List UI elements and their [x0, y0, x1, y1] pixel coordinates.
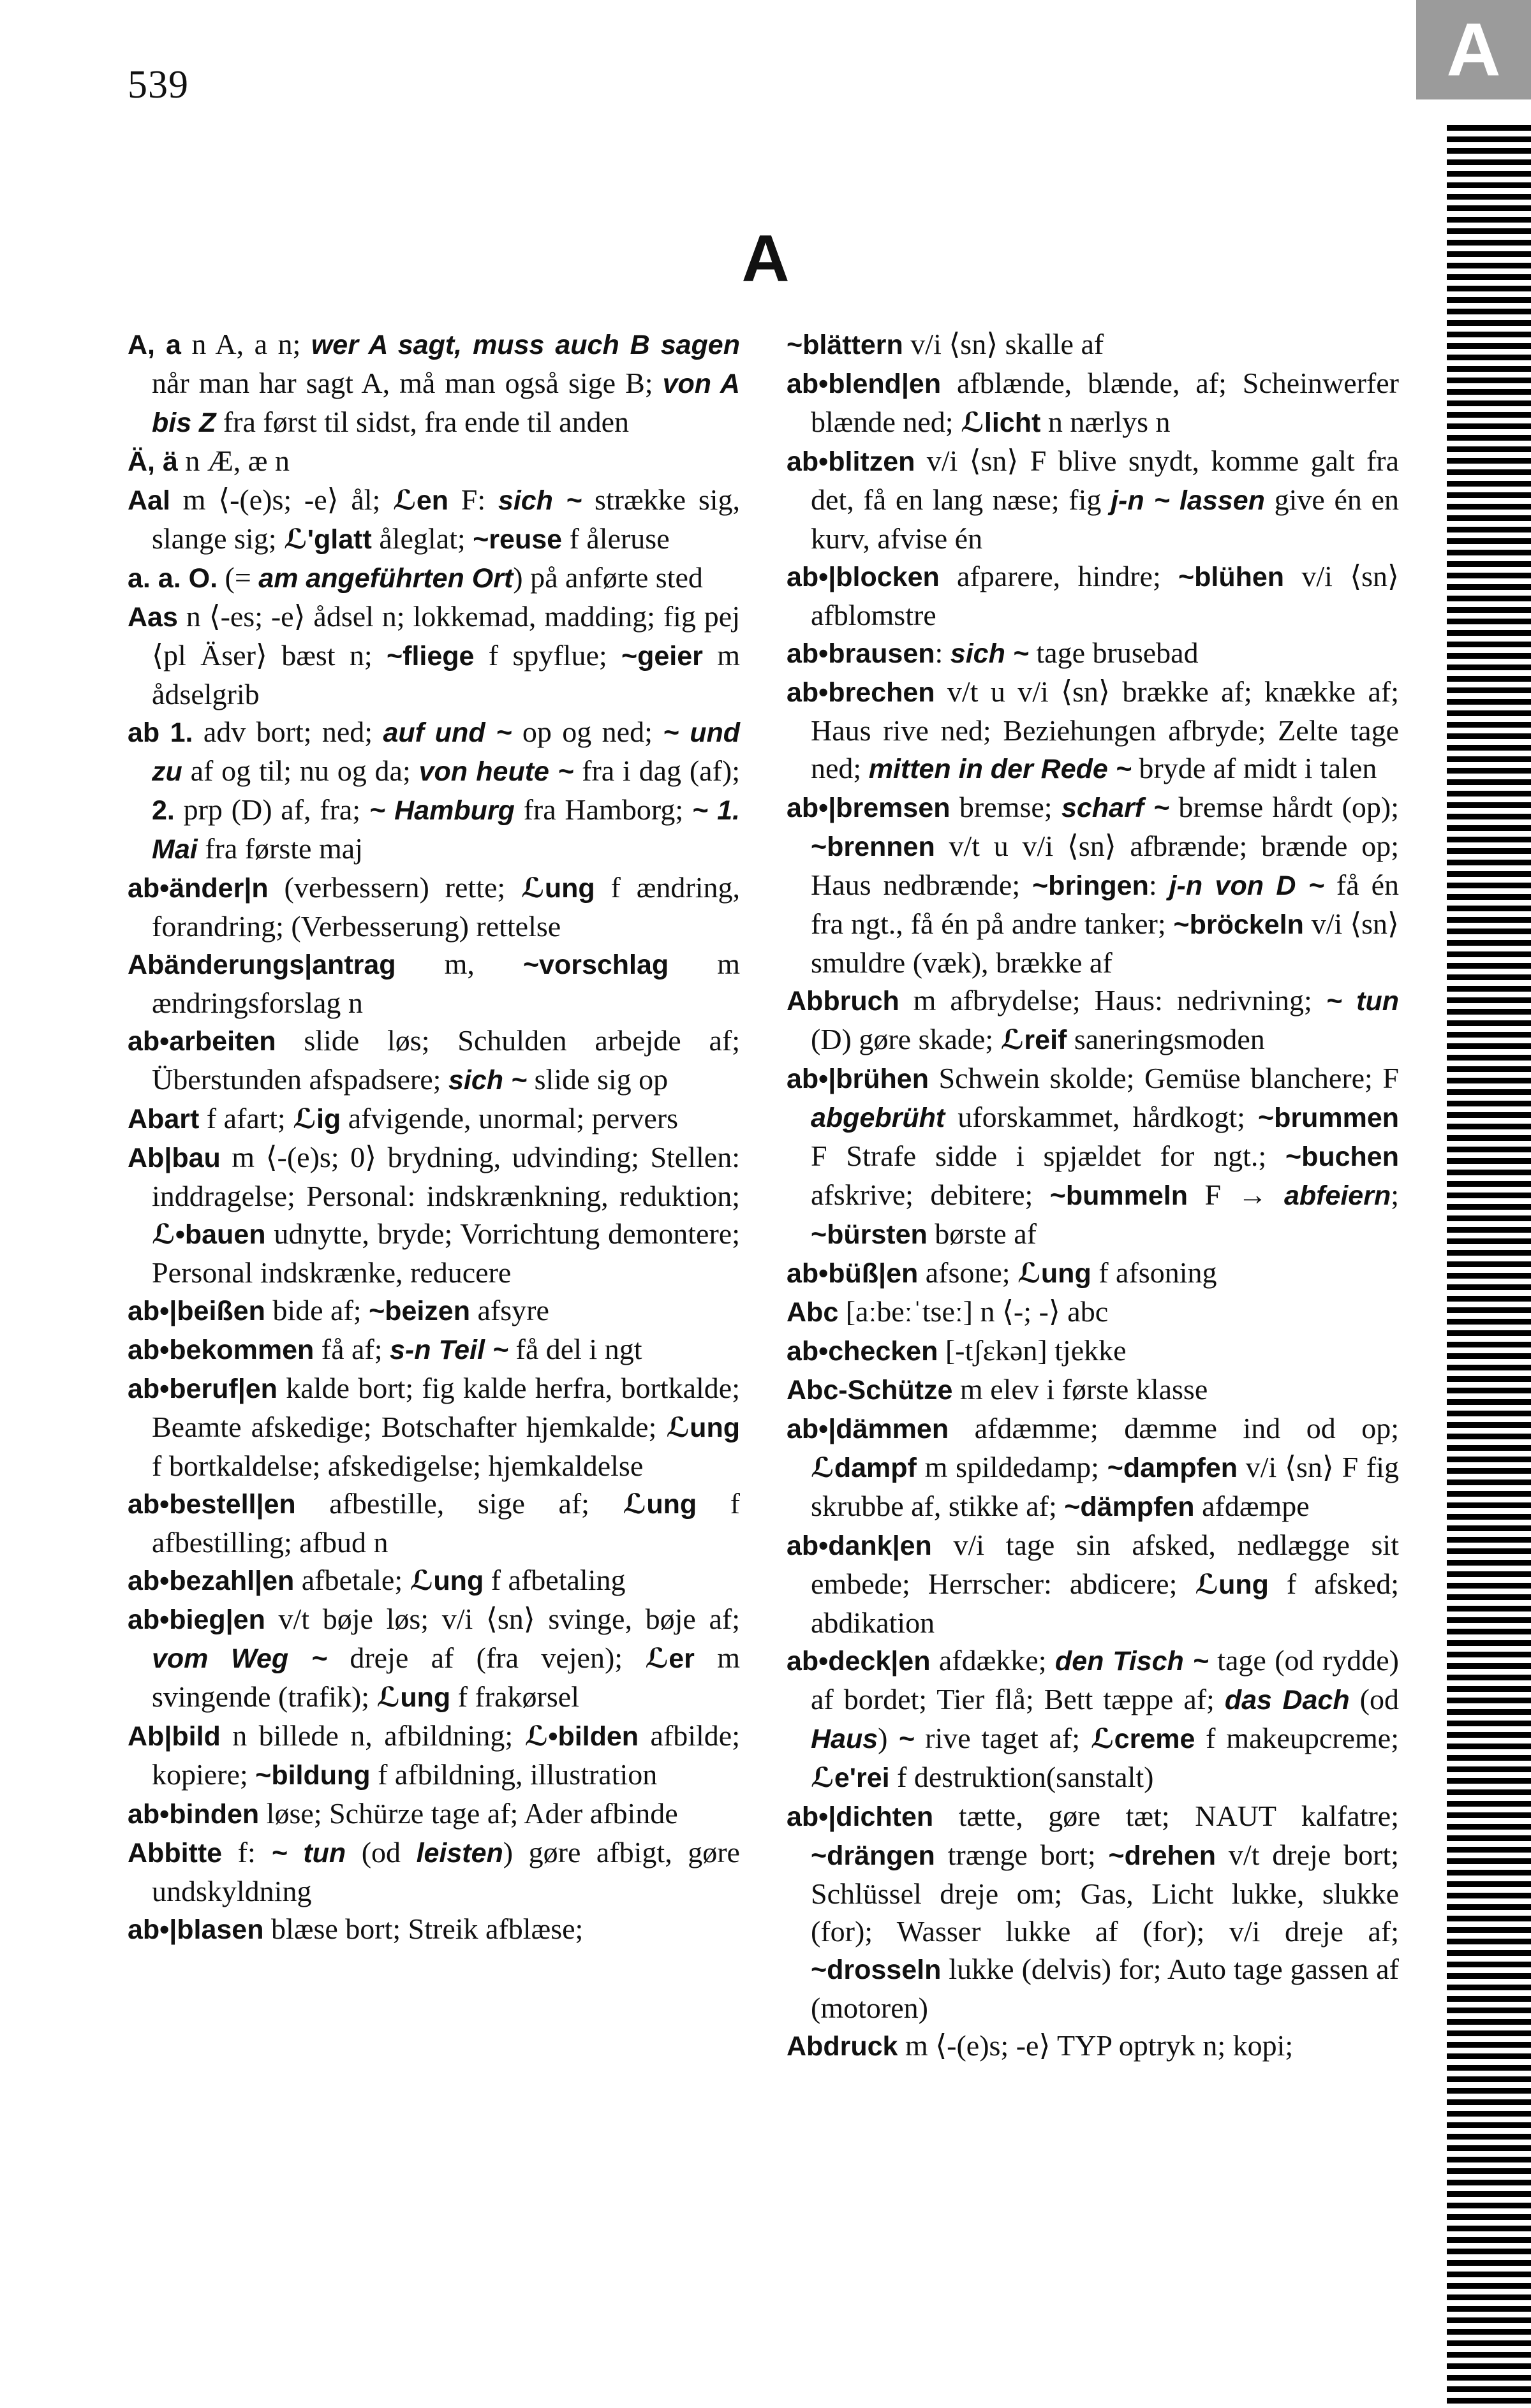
- entry-text: n ⟨-es; -e⟩ ådsel n; lokkemad, madding; fig pej ⟨pl Äser⟩ bæst n;: [152, 600, 740, 672]
- headword: Aas: [128, 602, 178, 633]
- entry-text: rive taget af;: [914, 1722, 1091, 1754]
- headword: abgebrüht: [811, 1103, 945, 1133]
- dictionary-entry: [128, 1138, 740, 1291]
- entry-text: ) gøre afbigt, gøre undskyldning: [152, 1836, 740, 1907]
- entry-text: m ⟨-(e)s; 0⟩ brydning, udvinding; Stellen: inddragelse; Personal: indskrænkning, reduktion;: [152, 1141, 740, 1212]
- headword: ℒdampf: [811, 1453, 917, 1483]
- headword: ~fliege: [387, 641, 475, 672]
- headword: ab•blend|en: [787, 369, 942, 399]
- entry-text: v/t u v/i ⟨sn⟩ brække af; knække af; Haus rive ned; Beziehungen afbryde; Zelte tage ned;: [811, 675, 1399, 784]
- entry-text: fra første maj: [197, 832, 363, 865]
- headword: ℒ'glatt: [283, 524, 372, 555]
- headword: Abänderungs|antrag: [128, 950, 396, 980]
- headword: ~ tun: [1326, 986, 1399, 1017]
- entry-text: F:: [448, 483, 498, 516]
- headword: ~buchen: [1285, 1142, 1399, 1172]
- entry-text: dreje af (fra vejen);: [327, 1641, 646, 1674]
- entry-text: f bortkaldelse; afskedigelse; hjemkaldelse: [152, 1450, 644, 1482]
- entry-text: når man har sagt A, må man også sige B;: [152, 367, 663, 399]
- entry-text: Schwein skolde; Gemüse blanchere; F: [928, 1062, 1399, 1094]
- entry-text: afparere, hindre;: [939, 560, 1179, 592]
- entry-text: afdæmpe: [1194, 1490, 1310, 1522]
- dictionary-entry: [787, 2027, 1399, 2066]
- entry-text: børste af: [927, 1217, 1037, 1250]
- headword: ab•checken: [787, 1336, 938, 1367]
- dictionary-entry: [787, 1797, 1399, 2027]
- entry-text: f makeupcreme;: [1195, 1722, 1399, 1754]
- entry-text: n A, a n;: [181, 328, 311, 360]
- entry-text: tætte, gøre tæt; NAUT kalfatre;: [933, 1800, 1399, 1832]
- entry-text: F →: [1188, 1178, 1284, 1211]
- entry-text: afdæmme; dæmme ind od op;: [949, 1412, 1399, 1444]
- headword: j-n ~ lassen: [1111, 485, 1265, 516]
- dictionary-entry: [787, 364, 1399, 442]
- entry-text: [aːbeːˈtseː] n ⟨-; -⟩ abc: [838, 1295, 1109, 1328]
- dictionary-entry: [128, 869, 740, 945]
- dictionary-entry: [128, 1099, 740, 1138]
- entry-text: afskrive; debitere;: [811, 1178, 1050, 1211]
- headword: ~brummen: [1257, 1103, 1399, 1133]
- entry-text: afvigende, unormal; pervers: [341, 1102, 679, 1134]
- headword: ab•bekommen: [128, 1335, 314, 1365]
- dictionary-entry: [787, 442, 1399, 557]
- dictionary-entry: [128, 945, 740, 1022]
- dictionary-entry: [128, 1833, 740, 1910]
- entry-text: op og ned;: [512, 716, 663, 748]
- dictionary-entry: [787, 1641, 1399, 1797]
- dictionary-entry: [787, 1059, 1399, 1254]
- headword: ℒer: [645, 1643, 695, 1674]
- entry-text: afbetale;: [294, 1564, 410, 1596]
- headword: ab•bieg|en: [128, 1604, 265, 1635]
- entry-text: m afbrydelse; Haus: nedrivning;: [899, 984, 1326, 1017]
- entry-text: n nærlys n: [1040, 406, 1171, 438]
- headword: 1.: [170, 717, 193, 748]
- headword: ab•|dichten: [787, 1802, 934, 1832]
- headword: Ab|bau: [128, 1143, 221, 1173]
- headword: auf und ~: [383, 717, 512, 748]
- left-column: [128, 325, 740, 1949]
- headword: ab•|dämmen: [787, 1414, 949, 1444]
- dictionary-entry: [787, 1409, 1399, 1526]
- entry-text: f afsked; abdikation: [811, 1567, 1399, 1639]
- entry-text: v/i ⟨sn⟩ smuldre (væk), brække af: [811, 907, 1399, 979]
- entry-text: f afbildning, illustration: [370, 1758, 658, 1791]
- headword: ℒung: [666, 1413, 740, 1443]
- entry-text: (=: [218, 561, 259, 594]
- dictionary-entry: [128, 1717, 740, 1795]
- entry-text: m ⟨-(e)s; -e⟩ TYP optryk n; kopi;: [898, 2029, 1294, 2062]
- thumb-index-stripes: [1447, 125, 1531, 2408]
- dictionary-entry: [787, 634, 1399, 673]
- entry-text: v/i ⟨sn⟩ skalle af: [903, 328, 1104, 360]
- entry-text: afsyre: [470, 1294, 549, 1326]
- entry-text: prp (D) af, fra;: [174, 793, 369, 826]
- entry-text: n Æ, æ n: [177, 444, 290, 477]
- headword: Aal: [128, 485, 170, 516]
- entry-text: [-tʃɛkən] tjekke: [938, 1334, 1127, 1367]
- headword: ~ 1. Mai: [152, 795, 741, 865]
- entry-text: f afart;: [199, 1102, 293, 1134]
- dictionary-entry: [787, 1293, 1399, 1332]
- headword: ℒreif: [1000, 1025, 1067, 1055]
- headword: ab•binden: [128, 1799, 260, 1830]
- entry-text: afblænde, blænde, af; Scheinwerfer blænde ned;: [811, 367, 1399, 438]
- entry-text: bremse hårdt (op);: [1169, 791, 1399, 823]
- entry-text: [159, 716, 170, 748]
- headword: ℒe'rei: [811, 1763, 890, 1793]
- dictionary-entry: [128, 1910, 740, 1949]
- entry-text: bryde af midt i talen: [1131, 752, 1377, 784]
- headword: ℒung: [521, 873, 595, 904]
- headword: ℒlicht: [961, 407, 1041, 438]
- entry-text: saneringsmoden: [1067, 1023, 1265, 1055]
- entry-text: slide sig op: [527, 1063, 669, 1096]
- entry-text: slide løs; Schulden arbejde af; Überstunden afspadsere;: [152, 1024, 740, 1096]
- dictionary-entry: [128, 1022, 740, 1099]
- headword: ab•|blocken: [787, 562, 940, 592]
- headword: ab•beruf|en: [128, 1374, 277, 1404]
- headword: ~: [898, 1724, 915, 1754]
- entry-text: f åleruse: [562, 522, 670, 555]
- headword: sich ~: [950, 638, 1029, 669]
- entry-text: af og til; nu og da;: [182, 754, 419, 787]
- headword: ab•bestell|en: [128, 1489, 296, 1520]
- dictionary-entry: [128, 481, 740, 559]
- dictionary-entry: [128, 1330, 740, 1369]
- headword: ~vorschlag: [522, 950, 669, 980]
- headword: ab: [128, 717, 160, 748]
- headword: von A bis Z: [152, 369, 740, 438]
- headword: abfeiern: [1283, 1180, 1391, 1211]
- entry-text: f destruktion(sanstalt): [889, 1761, 1154, 1793]
- headword: ~drängen: [811, 1840, 935, 1871]
- entry-text: give én en kurv, afvise én: [811, 483, 1399, 555]
- entry-text: m ⟨-(e)s; -e⟩ ål;: [170, 483, 394, 516]
- headword: Abart: [128, 1104, 200, 1134]
- entry-text: fra Hamborg;: [514, 793, 692, 826]
- entry-text: få del i ngt: [508, 1333, 642, 1365]
- headword: Abc: [787, 1297, 839, 1328]
- page-number: 539: [128, 63, 189, 106]
- headword: ℒ•bauen: [152, 1219, 266, 1250]
- headword: ℒung: [410, 1566, 484, 1596]
- dictionary-entry: [787, 788, 1399, 981]
- entry-text: (D) gøre skade;: [811, 1023, 1001, 1055]
- headword: ab•büß|en: [787, 1258, 919, 1289]
- entry-text: kalde bort; fig kalde herfra, bortkalde; Beamte afskedige; Botschafter hjemkalde;: [152, 1372, 740, 1443]
- dictionary-entry: [128, 325, 740, 442]
- headword: ~bürsten: [811, 1219, 928, 1250]
- headword: ab•|brühen: [787, 1064, 929, 1094]
- headword: ab•blitzen: [787, 446, 915, 477]
- entry-text: F Strafe sidde i spjældet for ngt.;: [811, 1140, 1285, 1172]
- dictionary-entry: [787, 1370, 1399, 1409]
- headword: leisten: [416, 1838, 503, 1868]
- entry-text: :: [1148, 869, 1169, 901]
- entry-text: (verbessern) rette;: [268, 871, 522, 904]
- entry-text: afbestille, sige af;: [295, 1487, 623, 1520]
- headword: ab•brausen: [787, 638, 935, 669]
- entry-text: få af;: [314, 1333, 390, 1365]
- section-heading: A: [741, 222, 790, 296]
- headword: wer A sagt, muss auch B sagen: [311, 330, 740, 360]
- entry-text: v/t bøje løs; v/i ⟨sn⟩ svinge, bøje af;: [265, 1603, 740, 1635]
- entry-text: m elev i første klasse: [952, 1373, 1208, 1406]
- entry-text: f spyflue;: [474, 639, 621, 672]
- entry-text: f afbetaling: [484, 1564, 626, 1596]
- headword: ℒ•bilden: [524, 1721, 639, 1752]
- headword: Haus: [811, 1724, 878, 1754]
- entry-text: tage brusebad: [1028, 636, 1199, 669]
- dictionary-entry: [787, 673, 1399, 788]
- entry-text: m ådselgrib: [152, 639, 740, 710]
- entry-text: m,: [396, 948, 523, 980]
- entry-text: m ændringsforslag n: [152, 948, 741, 1019]
- headword: ab•bezahl|en: [128, 1566, 295, 1596]
- headword: ab•|bremsen: [787, 793, 950, 823]
- headword: ~reuse: [473, 524, 563, 555]
- headword: mitten in der Rede ~: [868, 754, 1132, 784]
- dictionary-entry: [128, 1485, 740, 1561]
- entry-text: lukke (delvis) for; Auto tage gassen af (motoren): [811, 1953, 1399, 2024]
- headword: ℒung: [376, 1682, 451, 1713]
- entry-text: v/t u v/i ⟨sn⟩ afbrænde; brænde op; Haus nedbrænde;: [811, 830, 1399, 901]
- entry-text: f frakørsel: [450, 1680, 579, 1713]
- entry-text: v/i ⟨sn⟩ afblomstre: [811, 560, 1399, 631]
- headword: ℒen: [393, 485, 449, 516]
- entry-text: ;: [1391, 1178, 1399, 1211]
- entry-text: bide af;: [265, 1294, 369, 1326]
- right-column: [787, 325, 1399, 2066]
- entry-text: (od: [346, 1836, 417, 1868]
- headword: sich ~: [498, 485, 582, 516]
- headword: ~drehen: [1108, 1840, 1216, 1871]
- headword: ab•brechen: [787, 677, 935, 708]
- entry-text: m spildedamp;: [916, 1451, 1107, 1483]
- entry-text: fra i dag (af);: [573, 754, 740, 787]
- headword: Abdruck: [787, 2031, 898, 2062]
- entry-text: bremse;: [950, 791, 1061, 823]
- headword: Ä, ä: [128, 446, 178, 477]
- headword: ℒung: [1017, 1258, 1091, 1289]
- headword: a. a. O.: [128, 563, 218, 594]
- headword: ~drosseln: [811, 1955, 942, 1985]
- entry-text: v/i ⟨sn⟩ F blive snydt, komme galt fra det, få en lang næse; fig: [811, 444, 1399, 516]
- headword: ~blättern: [787, 330, 903, 360]
- entry-text: afdække;: [930, 1644, 1055, 1677]
- headword: ~ und zu: [152, 717, 741, 787]
- headword: Abbruch: [787, 986, 899, 1017]
- headword: am angeführten Ort: [258, 563, 514, 594]
- dictionary-entry: [128, 713, 740, 869]
- headword: ~bummeln: [1049, 1180, 1188, 1211]
- entry-text: fra først til sidst, fra ende til anden: [216, 406, 629, 438]
- headword: ~bröckeln: [1173, 909, 1304, 940]
- entry-text: blæse bort; Streik afblæse;: [263, 1912, 584, 1945]
- headword: ~ tun: [271, 1838, 346, 1868]
- dictionary-entry: [128, 442, 740, 481]
- entry-text: f ændring, forandring; (Verbesserung) rettelse: [152, 871, 740, 943]
- entry-text: afsone;: [918, 1256, 1018, 1289]
- dictionary-entry: [128, 1291, 740, 1330]
- headword: ~bildung: [255, 1760, 371, 1791]
- headword: ~dämpfen: [1064, 1492, 1195, 1522]
- headword: den Tisch ~: [1054, 1646, 1209, 1677]
- headword: ℒung: [1195, 1569, 1269, 1600]
- entry-text: få én fra ngt., få én på andre tanker;: [811, 869, 1400, 940]
- entry-text: uforskammet, hårdkogt;: [945, 1101, 1258, 1133]
- entry-text: f afbestilling; afbud n: [152, 1487, 740, 1559]
- headword: das Dach: [1224, 1685, 1350, 1715]
- entry-text: tage (od rydde) af bordet; Tier flå; Bett tæppe af;: [811, 1644, 1399, 1715]
- dictionary-entry: [787, 325, 1399, 364]
- entry-text: n billede n, afbildning;: [220, 1719, 525, 1752]
- headword: ~ Hamburg: [369, 795, 515, 826]
- headword: Ab|bild: [128, 1721, 221, 1752]
- entry-text: f:: [222, 1836, 272, 1868]
- headword: ab•|blasen: [128, 1914, 264, 1945]
- dictionary-entry: [128, 559, 740, 598]
- entry-text: m svingende (trafik);: [152, 1641, 740, 1713]
- headword: ~bringen: [1032, 870, 1149, 901]
- headword: ab•arbeiten: [128, 1026, 276, 1057]
- headword: Abc-Schütze: [787, 1375, 953, 1406]
- entry-text: (od: [1349, 1683, 1399, 1715]
- dictionary-entry: [128, 1561, 740, 1600]
- dictionary-entry: [128, 1600, 740, 1717]
- dictionary-entry: [128, 1369, 740, 1485]
- headword: ℒung: [623, 1489, 697, 1520]
- entry-text: v/t dreje bort; Schlüssel dreje om; Gas, Licht lukke, slukke (for); Wasser lukke af (for); v/i dreje af;: [811, 1839, 1399, 1948]
- letter-tab: A: [1416, 0, 1531, 99]
- headword: sich ~: [448, 1065, 528, 1096]
- entry-text: adv bort; ned;: [193, 716, 383, 748]
- dictionary-entry: [787, 981, 1399, 1059]
- entry-text: løse; Schürze tage af; Ader afbinde: [259, 1797, 678, 1830]
- headword: ~dampfen: [1107, 1453, 1238, 1483]
- entry-text: åleglat;: [371, 522, 473, 555]
- headword: A, a: [128, 330, 181, 360]
- headword: ℒcreme: [1090, 1724, 1195, 1754]
- entry-text: strække sig, slange sig;: [152, 483, 740, 555]
- headword: ~brennen: [811, 832, 935, 862]
- headword: ab•änder|n: [128, 873, 269, 904]
- entry-text: v/i tage sin afsked, nedlægge sit embede; Herrscher: abdicere;: [811, 1529, 1399, 1600]
- headword: ℒig: [293, 1104, 341, 1134]
- headword: scharf ~: [1061, 793, 1169, 823]
- entry-text: trænge bort;: [935, 1839, 1109, 1871]
- dictionary-entry: [128, 598, 740, 713]
- headword: j-n von D ~: [1169, 870, 1324, 901]
- headword: von heute ~: [418, 756, 574, 787]
- headword: ab•deck|en: [787, 1646, 931, 1677]
- dictionary-entry: [787, 1254, 1399, 1293]
- headword: ab•dank|en: [787, 1531, 932, 1561]
- entry-text: :: [935, 636, 950, 669]
- dictionary-entry: [787, 1332, 1399, 1370]
- dictionary-entry: [787, 1526, 1399, 1641]
- headword: Abbitte: [128, 1838, 223, 1868]
- entry-text: ) på anførte sted: [513, 561, 703, 594]
- dictionary-entry: [787, 557, 1399, 634]
- dictionary-entry: [128, 1795, 740, 1833]
- headword: ~geier: [621, 641, 703, 672]
- entry-text: udnytte, bryde; Vorrichtung demontere; Personal indskrænke, reducere: [152, 1217, 740, 1289]
- entry-text: v/i ⟨sn⟩ F fig skrubbe af, stikke af;: [811, 1451, 1400, 1522]
- headword: s-n Teil ~: [390, 1335, 508, 1365]
- entry-text: afbilde; kopiere;: [152, 1719, 741, 1791]
- headword: ab•|beißen: [128, 1296, 265, 1326]
- headword: vom Weg ~: [152, 1643, 328, 1674]
- headword: 2.: [152, 795, 175, 826]
- headword: ~blühen: [1178, 562, 1285, 592]
- entry-text: f afsoning: [1091, 1256, 1217, 1289]
- headword: ~beizen: [369, 1296, 470, 1326]
- entry-text: ): [878, 1722, 899, 1754]
